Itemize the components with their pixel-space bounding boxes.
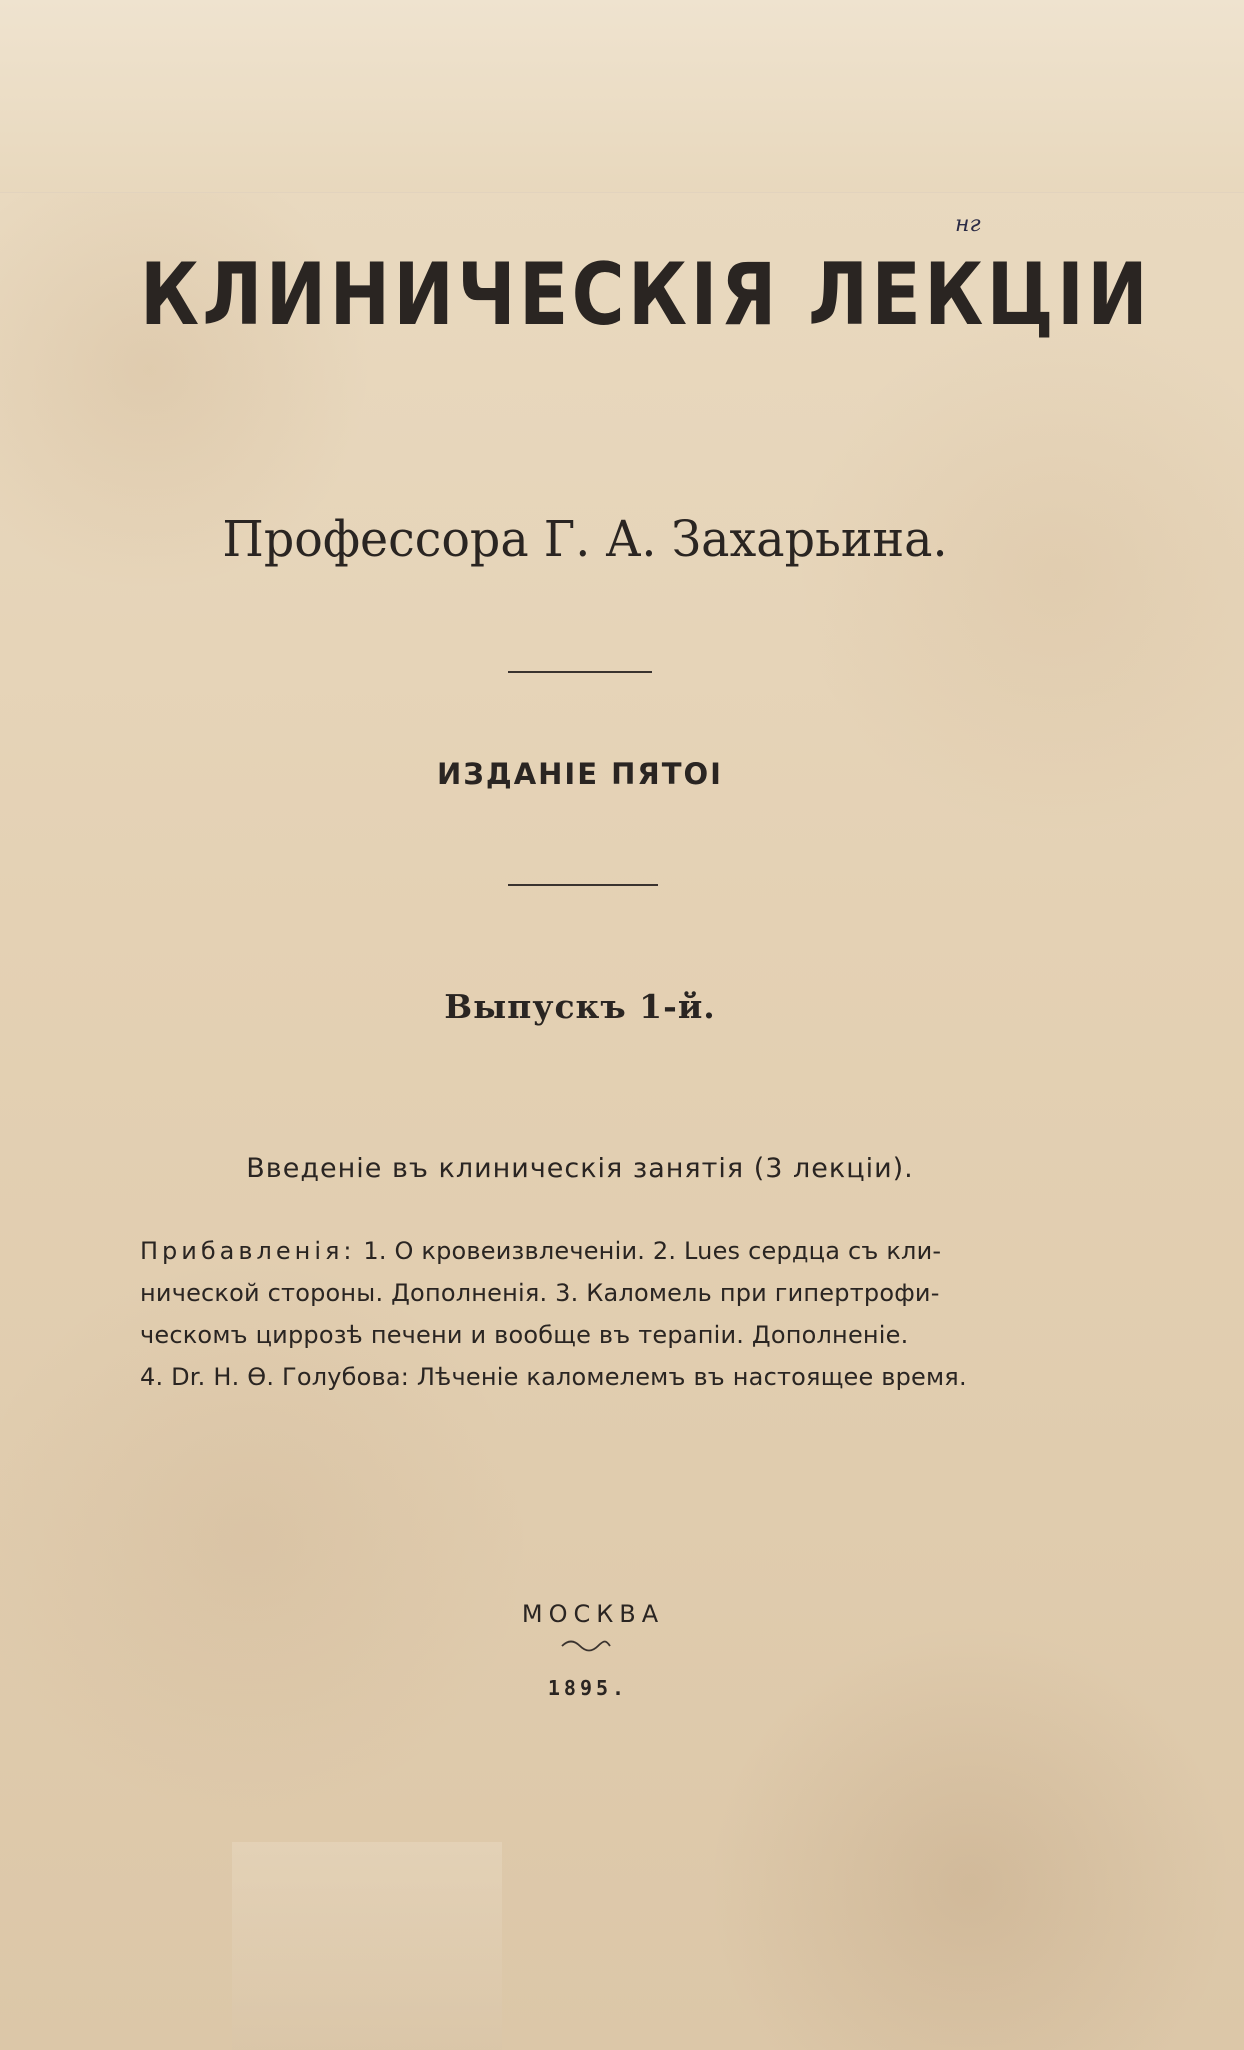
supplement-label: Прибавленія:: [140, 1237, 356, 1265]
paper-top-strip: [0, 0, 1244, 193]
publication-city: МОСКВА: [521, 1600, 665, 1628]
handwritten-mark: нг: [955, 212, 981, 237]
supplement-paragraph: [140, 1230, 1040, 1398]
publication-year: 1895.: [547, 1676, 629, 1700]
supplement-line-2: нической стороны. Дополненія. 3. Каломель при гипертрофи-: [140, 1279, 940, 1307]
wavy-ornament: [560, 1638, 612, 1652]
supplement-line-4: 4. Dr. Н. Ѳ. Голубова: Лѣченіе каломелемъ въ настоящее время.: [140, 1363, 967, 1391]
paper-stain: [232, 1842, 502, 2050]
supplement-text-1: 1. О кровеизвлеченіи. 2. Lues сердца съ кли-: [355, 1237, 942, 1265]
edition-line: ИЗДАНІЕ ПЯТОІ: [437, 757, 723, 791]
author-line: Профессора Г. А. Захарьина.: [222, 510, 948, 568]
supplement-line-3: ческомъ циррозѣ печени и вообще въ терапіи. Дополненіе.: [140, 1321, 909, 1349]
supplement-line-1: [140, 1230, 1040, 1272]
issue-line: Выпускъ 1-й.: [444, 987, 716, 1026]
separator-rule-top: [508, 671, 652, 673]
book-title: КЛИНИЧЕСКІЯ ЛЕКЦІИ: [140, 245, 1152, 345]
separator-rule-bottom: [508, 884, 658, 886]
introduction-line: Введеніе въ клиническія занятія (3 лекціи).: [246, 1153, 914, 1184]
